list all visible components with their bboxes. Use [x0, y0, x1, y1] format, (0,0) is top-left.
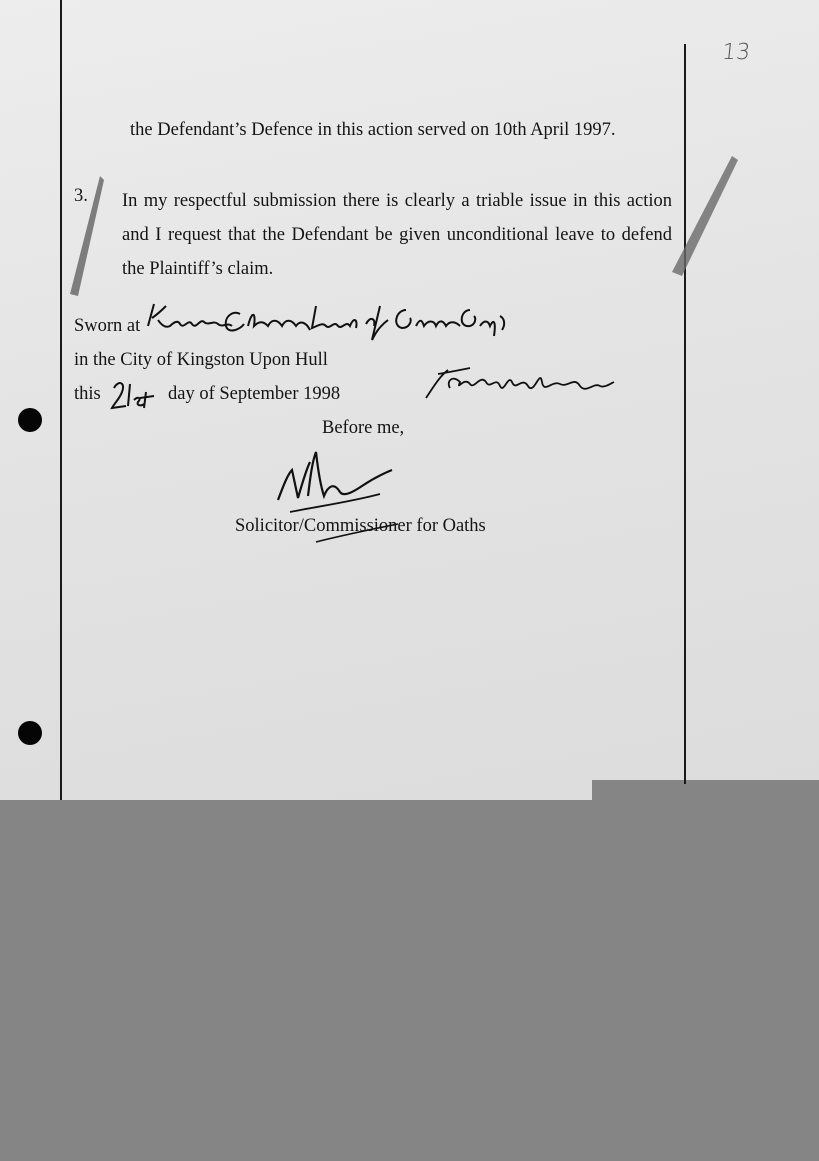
before-me-label: Before me,	[322, 418, 405, 438]
commissioner-title: Solicitor/Commissioner for Oaths	[235, 516, 486, 536]
punch-hole-bottom	[18, 721, 42, 745]
left-margin-rule	[60, 0, 62, 800]
continuation-line: the Defendant’s Defence in this action served on 10th April 1997.	[130, 120, 616, 140]
margin-highlight-mark-right	[662, 150, 742, 280]
page-number: 13	[720, 40, 752, 65]
this-label: this	[74, 384, 101, 404]
paragraph-number: 3.	[74, 186, 88, 206]
punch-hole-top	[18, 408, 42, 432]
city-line: in the City of Kingston Upon Hull	[74, 350, 328, 370]
deponent-signature	[420, 362, 620, 406]
day-handwriting	[110, 378, 160, 412]
sworn-at-label: Sworn at	[74, 316, 141, 336]
scan-margin	[592, 780, 819, 800]
date-rest: day of September 1998	[168, 384, 341, 404]
sworn-at-handwriting	[144, 296, 514, 346]
paragraph-text: In my respectful submission there is clearly a triable issue in this action and I request that the Defendant be given unconditional leave to defend the Plaintiff’s claim.	[122, 191, 672, 279]
